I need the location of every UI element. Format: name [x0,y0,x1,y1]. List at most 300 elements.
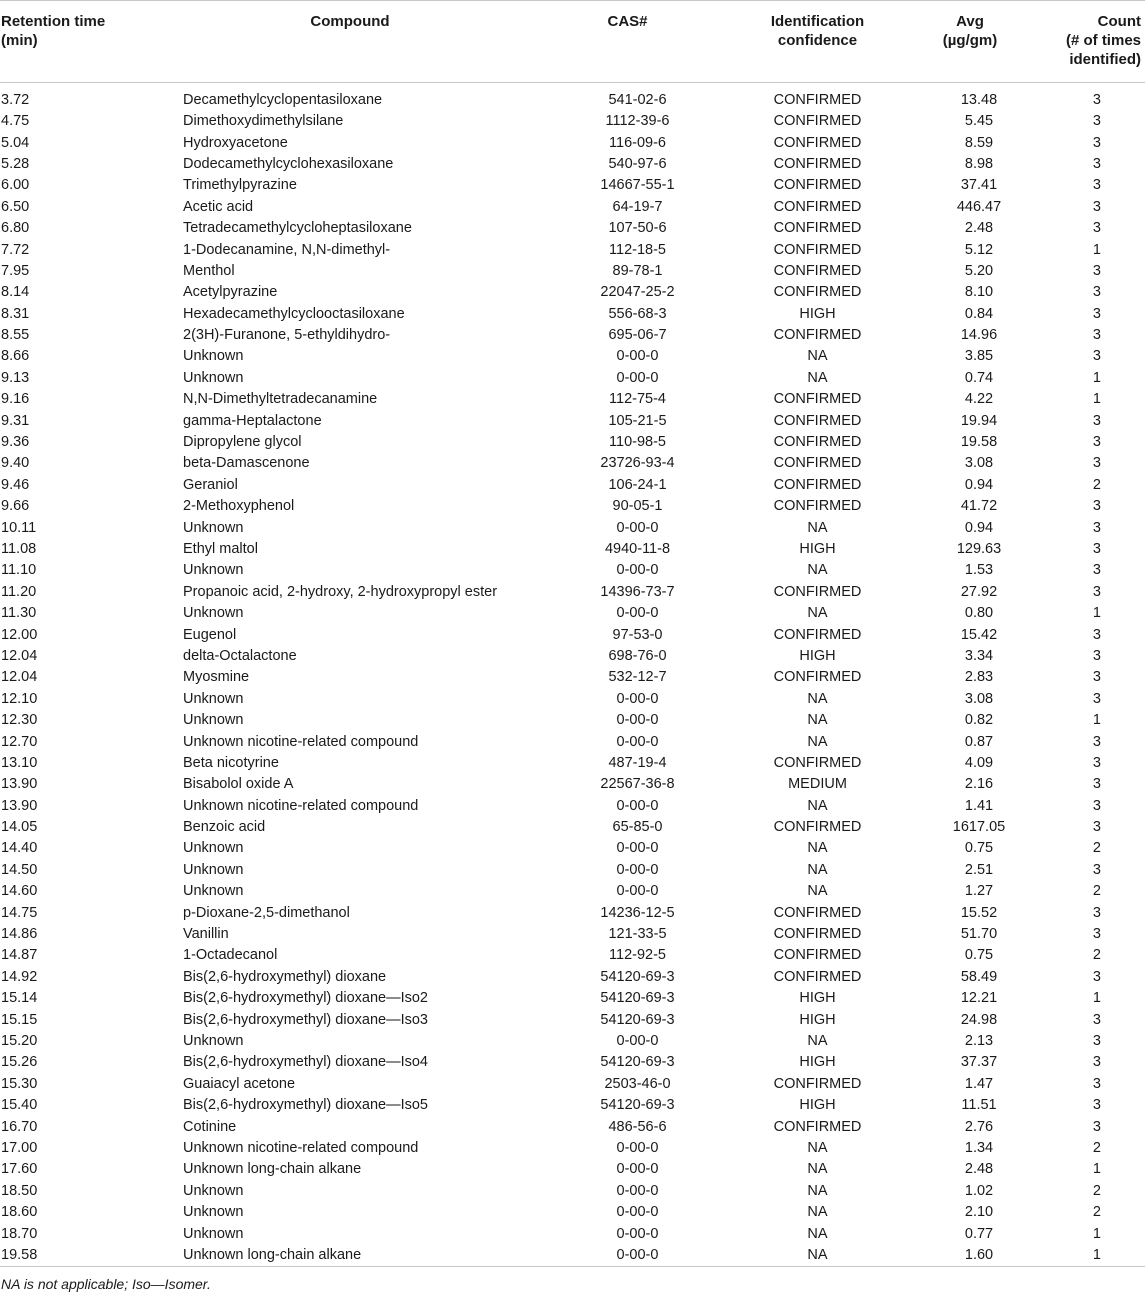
cell-avg: 2.51 [964,861,994,878]
cell-compound: 2(3H)-Furanone, 5-ethyldihydro- [183,327,391,344]
cell-avg: 1.34 [964,1139,994,1156]
cell-cas: 0-00-0 [616,1225,659,1242]
cell-count: 3 [1092,583,1101,600]
cell-compound: 2-Methoxyphenol [183,498,295,515]
cell-retention-time: 19.58 [1,1246,38,1263]
cell-cas: 22047-25-2 [600,284,675,301]
cell-count: 3 [1092,220,1101,237]
cell-avg: 0.94 [964,519,994,536]
table-row [0,860,1145,881]
table-row [0,1095,1145,1116]
cell-avg: 1.02 [964,1182,994,1199]
cell-identification-confidence: HIGH [799,1011,836,1028]
cell-compound: Bis(2,6-hydroxymethyl) dioxane—Iso3 [183,1011,428,1028]
cell-avg: 8.59 [964,134,994,151]
cell-identification-confidence: NA [807,797,828,814]
cell-cas: 0-00-0 [616,1204,659,1221]
cell-avg: 0.84 [964,305,994,322]
cell-compound: Hydroxyacetone [183,134,288,151]
cell-compound: 1-Dodecanamine, N,N-dimethyl- [183,241,391,258]
cell-identification-confidence: CONFIRMED [773,113,862,130]
table-row [0,1202,1145,1223]
cell-compound: Unknown [183,1225,244,1242]
cell-avg: 1617.05 [952,819,1006,836]
cell-identification-confidence: CONFIRMED [773,155,862,172]
cell-count: 3 [1092,412,1101,429]
table-row [0,410,1145,431]
table-row [0,881,1145,902]
cell-retention-time: 6.80 [1,220,30,237]
table-row [0,838,1145,859]
cell-identification-confidence: CONFIRMED [773,476,862,493]
cell-count: 3 [1092,541,1101,557]
cell-retention-time: 12.04 [1,647,38,664]
cell-retention-time: 11.10 [1,562,37,579]
cell-count: 3 [1092,113,1101,130]
table-header [0,1,1145,83]
cell-avg: 15.52 [960,904,998,921]
table-body [0,83,1145,1267]
cell-identification-confidence: CONFIRMED [773,947,862,964]
table-row [0,603,1145,624]
cell-avg: 37.37 [960,1054,998,1071]
cell-count: 3 [1092,198,1101,215]
table-row [0,646,1145,667]
cell-cas: 0-00-0 [616,1182,659,1199]
cell-count: 3 [1092,327,1101,344]
cell-compound: Myosmine [183,669,250,686]
cell-retention-time: 15.26 [1,1054,38,1071]
cell-cas: 0-00-0 [616,1161,659,1178]
cell-cas: 112-18-5 [609,241,666,258]
cell-compound: Unknown nicotine-related compound [183,1139,419,1156]
cell-retention-time: 14.86 [1,926,38,943]
cell-avg: 24.98 [960,1011,998,1028]
cell-retention-time: 12.30 [1,712,38,729]
cell-avg: 37.41 [960,177,998,194]
table-row [0,582,1145,603]
cell-retention-time: 9.31 [1,412,30,429]
cell-retention-time: 6.00 [1,177,30,194]
cell-cas: 556-68-3 [608,305,667,322]
cell-avg: 2.13 [964,1032,994,1049]
cell-cas: 106-24-1 [608,476,667,493]
cell-count: 3 [1092,262,1101,279]
cell-compound: Unknown [183,1204,244,1221]
cell-identification-confidence: CONFIRMED [773,669,862,686]
cell-count: 2 [1092,883,1101,900]
cell-count: 1 [1092,369,1101,386]
table-row [0,239,1145,260]
cell-identification-confidence: NA [807,519,828,536]
cell-retention-time: 6.50 [1,198,30,215]
cell-cas: 0-00-0 [616,690,659,707]
cell-identification-confidence: NA [807,562,828,579]
cell-compound: Guaiacyl acetone [183,1075,296,1092]
cell-count: 3 [1092,284,1101,301]
cell-identification-confidence: HIGH [799,541,836,557]
cell-compound: Bis(2,6-hydroxymethyl) dioxane—Iso2 [183,990,428,1007]
table-row [0,83,1145,112]
cell-compound: Propanoic acid, 2-hydroxy, 2-hydroxypropyl ester [183,583,498,600]
cell-count: 2 [1092,840,1101,857]
cell-cas: 4940-11-8 [604,541,671,557]
cell-compound: p-Dioxane-2,5-dimethanol [183,904,350,921]
cell-identification-confidence: NA [807,1182,828,1199]
cell-cas: 65-85-0 [612,819,663,836]
cell-avg: 1.41 [964,797,994,814]
cell-identification-confidence: CONFIRMED [773,241,862,258]
cell-count: 3 [1092,1097,1101,1114]
table-row [0,304,1145,325]
table-row [0,1138,1145,1159]
cell-cas: 14667-55-1 [600,177,675,194]
cell-avg: 3.85 [964,348,994,365]
cell-avg: 0.82 [964,712,994,729]
table-row [0,924,1145,945]
table-row [0,689,1145,710]
table-row [0,496,1145,517]
cell-retention-time: 15.20 [1,1032,38,1049]
cell-identification-confidence: NA [807,883,828,900]
cell-count: 2 [1092,1139,1101,1156]
cell-identification-confidence: NA [807,348,828,365]
cell-retention-time: 14.40 [1,840,38,857]
cell-cas: 116-09-6 [609,134,666,151]
cell-retention-time: 14.60 [1,883,38,900]
cell-retention-time: 14.87 [1,947,38,964]
table-row [0,325,1145,346]
cell-cas: 110-98-5 [609,434,666,451]
header-avg: Avg (µg/gm) [942,13,998,49]
cell-compound: Unknown [183,1032,244,1049]
cell-retention-time: 12.10 [1,690,38,707]
cell-compound: Tetradecamethylcycloheptasiloxane [183,220,412,237]
cell-retention-time: 14.50 [1,861,38,878]
cell-retention-time: 18.70 [1,1225,38,1242]
cell-avg: 12.21 [960,990,998,1007]
cell-count: 1 [1092,990,1101,1007]
cell-count: 3 [1092,776,1101,793]
cell-cas: 54120-69-3 [600,1011,675,1028]
cell-compound: Menthol [183,262,235,279]
cell-avg: 0.94 [964,476,994,493]
cell-cas: 22567-36-8 [600,776,675,793]
cell-identification-confidence: NA [807,712,828,729]
cell-compound: delta-Octalactone [183,647,297,664]
cell-retention-time: 8.14 [1,284,30,301]
cell-cas: 0-00-0 [616,733,659,750]
cell-avg: 129.63 [956,541,1002,557]
cell-count: 2 [1092,1204,1101,1221]
cell-avg: 51.70 [960,926,998,943]
cell-identification-confidence: CONFIRMED [773,327,862,344]
cell-compound: Decamethylcyclopentasiloxane [183,92,383,108]
cell-count: 1 [1092,605,1101,622]
cell-count: 3 [1092,669,1101,686]
table-row [0,475,1145,496]
table-row [0,774,1145,795]
cell-compound: Unknown nicotine-related compound [183,797,419,814]
cell-identification-confidence: CONFIRMED [773,434,862,451]
cell-compound: Ethyl maltol [183,541,258,557]
table-row [0,817,1145,838]
cell-avg: 2.48 [964,1161,994,1178]
cell-count: 3 [1092,861,1101,878]
cell-retention-time: 9.40 [1,455,30,472]
cell-count: 2 [1092,476,1101,493]
cell-compound: Acetylpyrazine [183,284,278,301]
cell-compound: 1-Octadecanol [183,947,278,964]
table-row [0,624,1145,645]
cell-identification-confidence: NA [807,1225,828,1242]
cell-retention-time: 5.28 [1,155,30,172]
cell-retention-time: 4.75 [1,113,30,130]
table-row [0,1074,1145,1095]
cell-avg: 2.83 [964,669,994,686]
cell-count: 3 [1092,177,1101,194]
cell-avg: 0.75 [964,947,994,964]
cell-cas: 0-00-0 [616,797,659,814]
cell-count: 1 [1092,712,1101,729]
table-row [0,731,1145,752]
cell-identification-confidence: NA [807,861,828,878]
cell-retention-time: 3.72 [1,92,30,108]
cell-compound: Unknown [183,861,244,878]
cell-cas: 89-78-1 [612,262,663,279]
cell-cas: 97-53-0 [612,626,663,643]
cell-cas: 1112-39-6 [605,113,670,130]
cell-cas: 105-21-5 [608,412,667,429]
table-row [0,218,1145,239]
cell-cas: 0-00-0 [616,883,659,900]
cell-avg: 3.34 [964,647,994,664]
cell-retention-time: 15.14 [1,990,38,1007]
cell-retention-time: 11.20 [1,583,37,600]
table-row [0,539,1145,560]
cell-avg: 0.75 [964,840,994,857]
cell-count: 3 [1092,733,1101,750]
table-row [0,967,1145,988]
table-footer [0,1266,1145,1293]
cell-avg: 27.92 [960,583,998,600]
cell-identification-confidence: HIGH [799,990,836,1007]
cell-count: 3 [1092,562,1101,579]
cell-compound: Unknown nicotine-related compound [183,733,419,750]
cell-avg: 0.74 [964,369,994,386]
cell-cas: 0-00-0 [616,1032,659,1049]
cell-retention-time: 9.66 [1,498,30,515]
cell-compound: Beta nicotyrine [183,754,279,771]
cell-retention-time: 9.13 [1,369,30,386]
cell-compound: Eugenol [183,626,237,643]
cell-cas: 0-00-0 [616,1139,659,1156]
table-row [0,988,1145,1009]
cell-retention-time: 9.36 [1,434,30,451]
cell-identification-confidence: CONFIRMED [773,220,862,237]
header-count: Count (# of times identified) [1065,13,1141,68]
cell-count: 1 [1092,1161,1101,1178]
cell-avg: 2.10 [964,1204,994,1221]
cell-identification-confidence: CONFIRMED [773,177,862,194]
cell-identification-confidence: HIGH [799,1054,836,1071]
cell-avg: 1.53 [964,562,994,579]
cell-cas: 0-00-0 [616,861,659,878]
cell-avg: 11.51 [961,1097,997,1114]
cell-identification-confidence: CONFIRMED [773,284,862,301]
cell-cas: 0-00-0 [616,348,659,365]
cell-compound: beta-Damascenone [183,455,310,472]
cell-compound: Bis(2,6-hydroxymethyl) dioxane—Iso5 [183,1097,428,1114]
cell-cas: 487-19-4 [608,754,667,771]
table-row [0,517,1145,538]
cell-retention-time: 8.31 [1,305,30,322]
table-row [0,1245,1145,1267]
cell-retention-time: 5.04 [1,134,30,151]
cell-cas: 121-33-5 [608,926,667,943]
cell-identification-confidence: CONFIRMED [773,754,862,771]
cell-count: 3 [1092,926,1101,943]
cell-retention-time: 13.90 [1,797,38,814]
cell-compound: Unknown [183,1182,244,1199]
cell-cas: 54120-69-3 [600,990,675,1007]
cell-avg: 4.22 [964,391,994,408]
cell-cas: 112-92-5 [609,947,666,964]
cell-avg: 15.42 [960,626,998,643]
table-row [0,1181,1145,1202]
cell-count: 1 [1092,241,1101,258]
header-compound: Compound [310,13,390,30]
cell-compound: Dodecamethylcyclohexasiloxane [183,155,394,172]
cell-count: 3 [1092,498,1101,515]
cell-count: 3 [1092,904,1101,921]
cell-count: 3 [1092,1011,1101,1028]
cell-retention-time: 12.00 [1,626,38,643]
cell-identification-confidence: CONFIRMED [773,92,862,108]
cell-cas: 0-00-0 [616,369,659,386]
cell-retention-time: 18.50 [1,1182,38,1199]
cell-compound: Unknown long-chain alkane [183,1246,362,1263]
cell-retention-time: 7.95 [1,262,30,279]
cell-cas: 64-19-7 [612,198,663,215]
table-row [0,1159,1145,1180]
cell-count: 2 [1092,947,1101,964]
cell-compound: Unknown [183,519,244,536]
cell-retention-time: 7.72 [1,241,30,258]
cell-retention-time: 12.70 [1,733,38,750]
table-footnote: NA is not applicable; Iso—Isomer. [0,1266,1145,1293]
cell-identification-confidence: CONFIRMED [773,455,862,472]
cell-avg: 14.96 [960,327,998,344]
cell-compound: Unknown [183,369,244,386]
cell-identification-confidence: NA [807,1161,828,1178]
cell-identification-confidence: NA [807,1032,828,1049]
cell-avg: 19.58 [960,434,998,451]
cell-compound: Vanillin [183,926,229,943]
table-row [0,111,1145,132]
cell-identification-confidence: CONFIRMED [773,391,862,408]
cell-count: 3 [1092,519,1101,536]
cell-compound: Benzoic acid [183,819,266,836]
table-row [0,154,1145,175]
cell-count: 3 [1092,797,1101,814]
cell-cas: 54120-69-3 [600,1097,675,1114]
cell-compound: Unknown [183,712,244,729]
cell-identification-confidence: CONFIRMED [773,968,862,985]
cell-retention-time: 17.60 [1,1161,38,1178]
header-cas: CAS# [607,13,648,30]
cell-retention-time: 8.55 [1,327,30,344]
cell-compound: Unknown [183,690,244,707]
cell-cas: 698-76-0 [608,647,667,664]
cell-compound: Unknown [183,840,244,857]
cell-retention-time: 8.66 [1,348,30,365]
cell-identification-confidence: NA [807,690,828,707]
cell-retention-time: 12.04 [1,669,38,686]
cell-avg: 3.08 [964,690,994,707]
cell-avg: 41.72 [960,498,998,515]
cell-compound: Cotinine [183,1118,237,1135]
cell-identification-confidence: CONFIRMED [773,626,862,643]
cell-avg: 446.47 [956,198,1002,215]
cell-count: 1 [1092,1246,1101,1263]
cell-avg: 2.16 [964,776,994,793]
cell-avg: 2.76 [964,1118,994,1135]
cell-identification-confidence: NA [807,840,828,857]
cell-retention-time: 9.16 [1,391,30,408]
cell-compound: N,N-Dimethyltetradecanamine [183,391,378,408]
cell-avg: 8.10 [964,284,994,301]
cell-retention-time: 11.08 [1,541,37,557]
cell-retention-time: 13.90 [1,776,38,793]
table-row [0,261,1145,282]
cell-identification-confidence: HIGH [799,1097,836,1114]
cell-avg: 58.49 [960,968,998,985]
cell-avg: 19.94 [960,412,998,429]
cell-identification-confidence: NA [807,369,828,386]
cell-identification-confidence: NA [807,1204,828,1221]
table-row [0,368,1145,389]
cell-retention-time: 14.92 [1,968,38,985]
cell-count: 1 [1092,391,1101,408]
cell-identification-confidence: CONFIRMED [773,819,862,836]
table-row [0,1116,1145,1137]
cell-count: 3 [1092,92,1101,108]
cell-cas: 14396-73-7 [600,583,675,600]
cell-count: 3 [1092,1075,1101,1092]
cell-avg: 0.80 [964,605,994,622]
cell-compound: Bis(2,6-hydroxymethyl) dioxane—Iso4 [183,1054,428,1071]
cell-compound: Unknown [183,883,244,900]
cell-count: 3 [1092,348,1101,365]
cell-cas: 112-75-4 [609,391,666,408]
cell-retention-time: 14.05 [1,819,38,836]
table-row [0,175,1145,196]
table-row [0,710,1145,731]
table-row [0,432,1145,453]
table-row [0,796,1145,817]
footnote-row [0,1266,1145,1293]
cell-identification-confidence: NA [807,605,828,622]
table-row [0,197,1145,218]
cell-avg: 8.98 [964,155,994,172]
cell-identification-confidence: CONFIRMED [773,198,862,215]
cell-cas: 0-00-0 [616,712,659,729]
cell-cas: 532-12-7 [608,669,667,686]
cell-count: 2 [1092,1182,1101,1199]
table-row [0,667,1145,688]
cell-avg: 1.60 [964,1246,994,1263]
